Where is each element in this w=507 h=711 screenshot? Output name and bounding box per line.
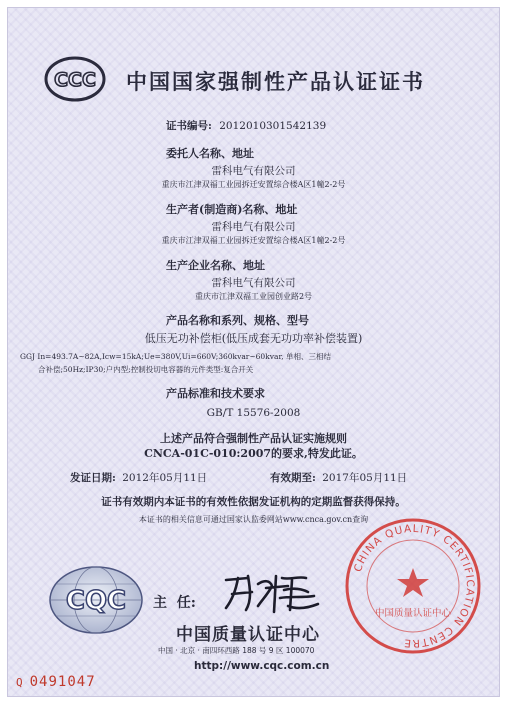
product-label: 产品名称和系列、规格、型号 <box>166 314 309 327</box>
product-spec-line1: GGJ In=493.7A~82A,Icw=15kA;Ue=380V,Ui=660V;360kvar~60kvar, 单相、三相结 <box>20 352 331 361</box>
expiry-date-label: 有效期至: <box>270 472 316 484</box>
expiry-date-value: 2017年05月11日 <box>322 472 408 484</box>
manufacturer-label: 生产者(制造商)名称、地址 <box>166 203 298 216</box>
issue-date-row <box>70 470 207 485</box>
client-label: 委托人名称、地址 <box>166 147 254 160</box>
issue-date-value: 2012年05月11日 <box>122 472 208 484</box>
org-name: 中国质量认证中心 <box>176 625 320 645</box>
certificate-page <box>7 7 500 697</box>
manufacturer-name: 雷科电气有限公司 <box>211 221 296 233</box>
product-spec-line2: 合补偿;50Hz;IP30;户内型;控制投切电容器的元件类型:复合开关 <box>38 365 254 374</box>
certificate-title: 中国国家强制性产品认证证书 <box>126 69 425 94</box>
manufacturer-address: 重庆市江津双福工业园拆迁安置综合楼A区1幢2-2号 <box>161 236 346 245</box>
cert-number-row <box>166 118 326 133</box>
standard-label: 产品标准和技术要求 <box>166 387 265 400</box>
standard-value: GB/T 15576-2008 <box>206 407 301 419</box>
cqc-logo-text: CQC <box>65 586 127 616</box>
seal-center-text: 中国质量认证中心 <box>374 608 452 619</box>
cert-number-label: 证书编号: <box>166 120 212 132</box>
serial-value: 0491047 <box>29 674 96 690</box>
director-signature <box>218 566 328 616</box>
director-label: 主 任: <box>153 595 196 611</box>
validity-note: 证书有效期内本证书的有效性依据发证机构的定期监督获得保持。 <box>101 496 406 508</box>
ccc-logo-text: CCC <box>54 69 96 91</box>
org-address: 中国 · 北京 · 南四环西路 188 号 9 区 100070 <box>158 646 315 655</box>
seal-ring-text: CHINA QUALITY CERTIFICATION CENTRE <box>352 522 477 650</box>
cert-number-value: 2012010301542139 <box>219 120 327 132</box>
serial-prefix: Q <box>16 676 24 689</box>
factory-label: 生产企业名称、地址 <box>166 259 265 272</box>
factory-address: 重庆市江津双福工业园创业路2号 <box>194 292 313 301</box>
client-name: 雷科电气有限公司 <box>211 165 296 177</box>
query-note: 本证书的相关信息可通过国家认监委网站www.cnca.gov.cn查询 <box>138 515 369 524</box>
factory-name: 雷科电气有限公司 <box>211 277 296 289</box>
ccc-logo-icon <box>44 56 106 102</box>
cqc-logo-icon <box>46 564 146 636</box>
conformity-line2: CNCA-01C-010:2007的要求,特发此证。 <box>144 447 363 460</box>
product-name: 低压无功补偿柜(低压成套无功功率补偿装置) <box>144 332 363 345</box>
serial-number <box>16 674 96 690</box>
expiry-date-row <box>270 470 407 485</box>
org-website: http://www.cqc.com.cn <box>194 660 330 672</box>
client-address: 重庆市江津双福工业园拆迁安置综合楼A区1幢2-2号 <box>161 180 346 189</box>
issue-date-label: 发证日期: <box>70 472 116 484</box>
conformity-line1: 上述产品符合强制性产品认证实施规则 <box>160 432 347 445</box>
official-seal-icon <box>343 516 483 656</box>
